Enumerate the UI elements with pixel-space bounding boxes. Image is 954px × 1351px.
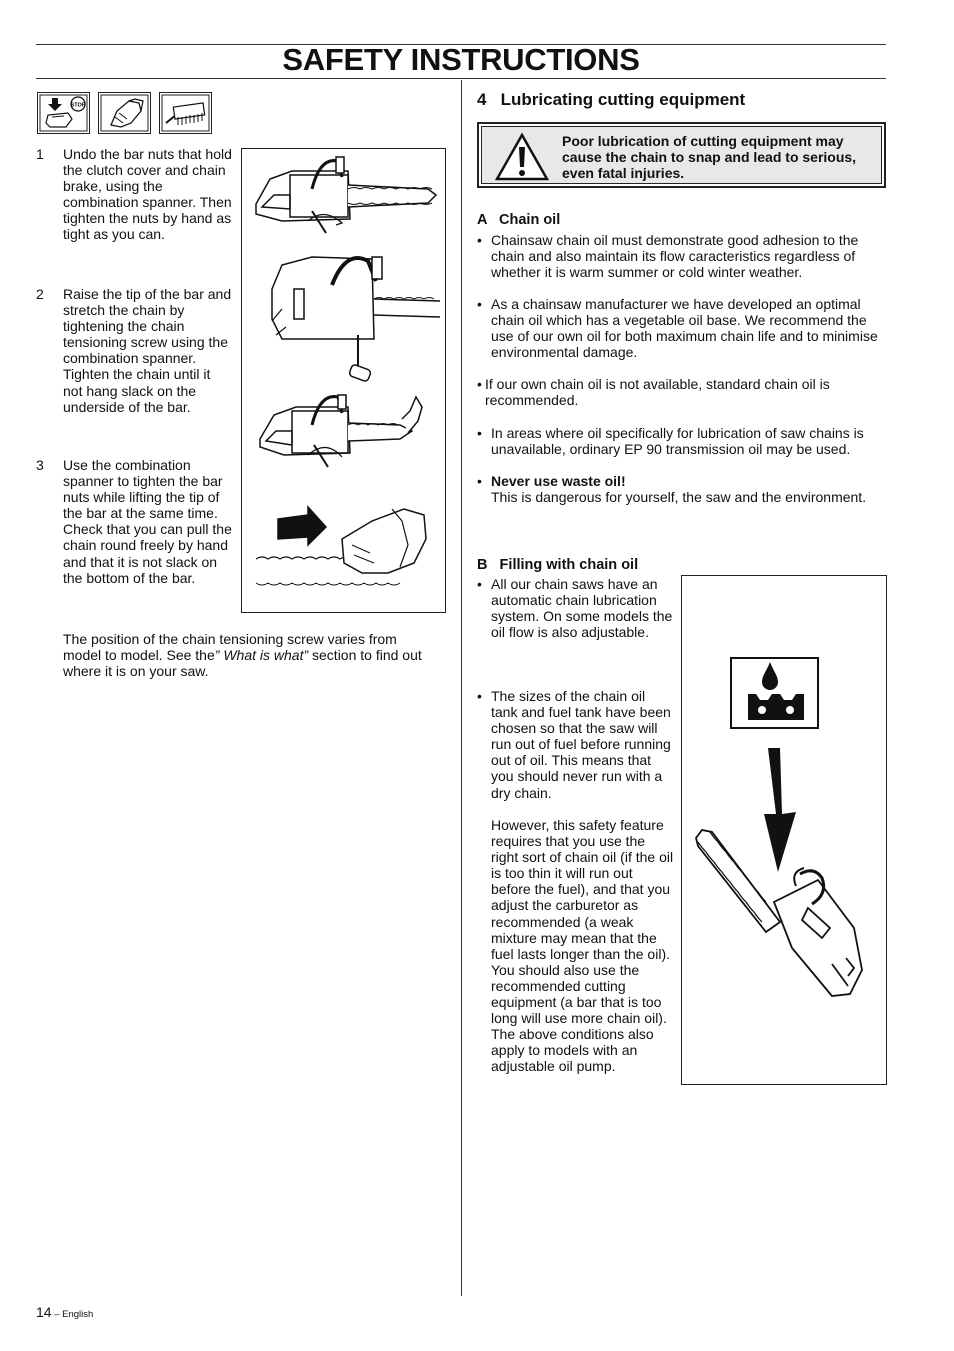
bullet-text: The sizes of the chain oil tank and fuel tank have been chosen so that the saw will run out of fuel before running out of oil. This means that you should never run with a dry chain. xyxy=(491,688,671,801)
bullet-text: All our chain saws have an automatic chain lubrication system. On some models the oil flow is also adjustable. xyxy=(491,576,673,641)
warning-box xyxy=(477,122,886,188)
protective-glove-icon xyxy=(98,92,151,134)
file-brush-icon xyxy=(159,92,212,134)
filling-bullet-1 xyxy=(477,576,673,640)
footer-language: – English xyxy=(51,1309,94,1320)
chain-oil-bullet-1 xyxy=(477,232,882,280)
bullet-text: In areas where oil specifically for lubrication of saw chains is unavailable, ordinary EP 90 transmission oil may be used. xyxy=(491,425,864,458)
step-2-text: Raise the tip of the bar and stretch the chain by tightening the chain tensioning screw using the combination spanner. Tighten the chain until it not hang slack on the underside of the bar. xyxy=(63,286,232,415)
chain-oil-bullet-2 xyxy=(477,296,882,360)
bullet-text xyxy=(491,473,882,505)
chain-oil-bullet-4 xyxy=(477,425,882,457)
page-footer xyxy=(36,1304,93,1320)
chain-oil-filling-illustration xyxy=(681,575,887,1085)
bullet-dot: • xyxy=(477,376,482,392)
column-divider xyxy=(461,80,462,1296)
filling-oil-heading: B Filling with chain oil xyxy=(477,557,639,573)
saw-tighten-nuts-illustration xyxy=(260,395,422,467)
bullet-dot: • xyxy=(477,296,482,312)
filling-bullet-2 xyxy=(477,688,673,801)
bullet-text: Chainsaw chain oil must demonstrate good adhesion to the chain and also maintain its flow caracteristics regardless of whether it is warm summer or cold winter weather. xyxy=(491,232,859,281)
bullet-text xyxy=(485,376,882,408)
step-2-number: 2 xyxy=(36,286,44,302)
warning-triangle-icon xyxy=(494,132,550,182)
step-3-text: Use the combination spanner to tighten the bar nuts while lifting the tip of the bar at the same time. Check that you can pull the chain round freely by hand and that it is not slack on the bottom of the bar. xyxy=(63,457,232,586)
saw-stretch-chain-illustration xyxy=(272,257,440,382)
page-number: 14 xyxy=(36,1304,52,1320)
waste-oil-warning: Never use waste oil! xyxy=(491,473,626,489)
bullet-dot: • xyxy=(477,576,482,592)
tensioning-screw-note xyxy=(63,631,438,679)
section-heading: 4 Lubricating cutting equipment xyxy=(477,90,746,109)
bullet-dot: • xyxy=(477,232,482,248)
chain-oil-bullet-5 xyxy=(477,473,882,505)
note-italic-reference: ” What is what” xyxy=(214,647,309,664)
saw-undo-nuts-illustration xyxy=(256,157,436,233)
bullet-text: As a chainsaw manufacturer we have developed an optimal chain oil which has a vegetable oil base. We recommend the use of our own oil for both maximum chain life and to minimise environmental damage. xyxy=(491,296,878,361)
bullet-text-inner: If our own chain oil is not available, standard chain oil is recommended. xyxy=(485,376,830,409)
warning-box-inner xyxy=(481,126,882,184)
title-underline xyxy=(36,78,886,79)
down-arrow-icon xyxy=(764,748,796,872)
bullet-dot: • xyxy=(477,688,482,704)
step-3-number: 3 xyxy=(36,457,44,473)
chain-tensioning-illustration xyxy=(241,148,446,613)
bullet-dot: • xyxy=(477,473,482,489)
waste-oil-explanation: This is dangerous for yourself, the saw and the environment. xyxy=(491,489,867,506)
svg-text:STOP: STOP xyxy=(70,102,86,109)
pull-chain-illustration xyxy=(256,507,426,585)
safety-feature-paragraph: However, this safety feature requires that you use the right sort of chain oil (if the oil is too thin it will run out before the fuel), and that you adjust the carburetor as recommended (a weak mixture may mean that the fuel lasts longer than the oil). You should also use the recommended cutting equipment (a bar that is too long will use more chain oil). The above conditions also apply to models with an adjustable oil pump. xyxy=(491,817,674,1075)
warning-text: Poor lubrication of cutting equipment may cause the chain to snap and lead to serious, even fatal injuries. xyxy=(562,133,857,182)
bullet-dot: • xyxy=(477,425,482,441)
chain-oil-symbol-icon xyxy=(731,658,818,728)
step-1-text: Undo the bar nuts that hold the clutch cover and chain brake, using the combination spanner. Then tighten the nuts by hand as tight as you can. xyxy=(63,146,232,243)
note-text-before: The position of the chain tensioning screw varies from model to model. See the xyxy=(63,631,397,664)
chain-oil-bullet-3 xyxy=(477,376,882,408)
chain-oil-heading: A Chain oil xyxy=(477,212,561,228)
page-title: SAFETY INSTRUCTIONS xyxy=(282,42,640,77)
step-1-number: 1 xyxy=(36,146,44,162)
note-text-after: section to find out where it is on your saw. xyxy=(63,647,422,680)
chain-brake-stop-icon xyxy=(37,92,90,134)
